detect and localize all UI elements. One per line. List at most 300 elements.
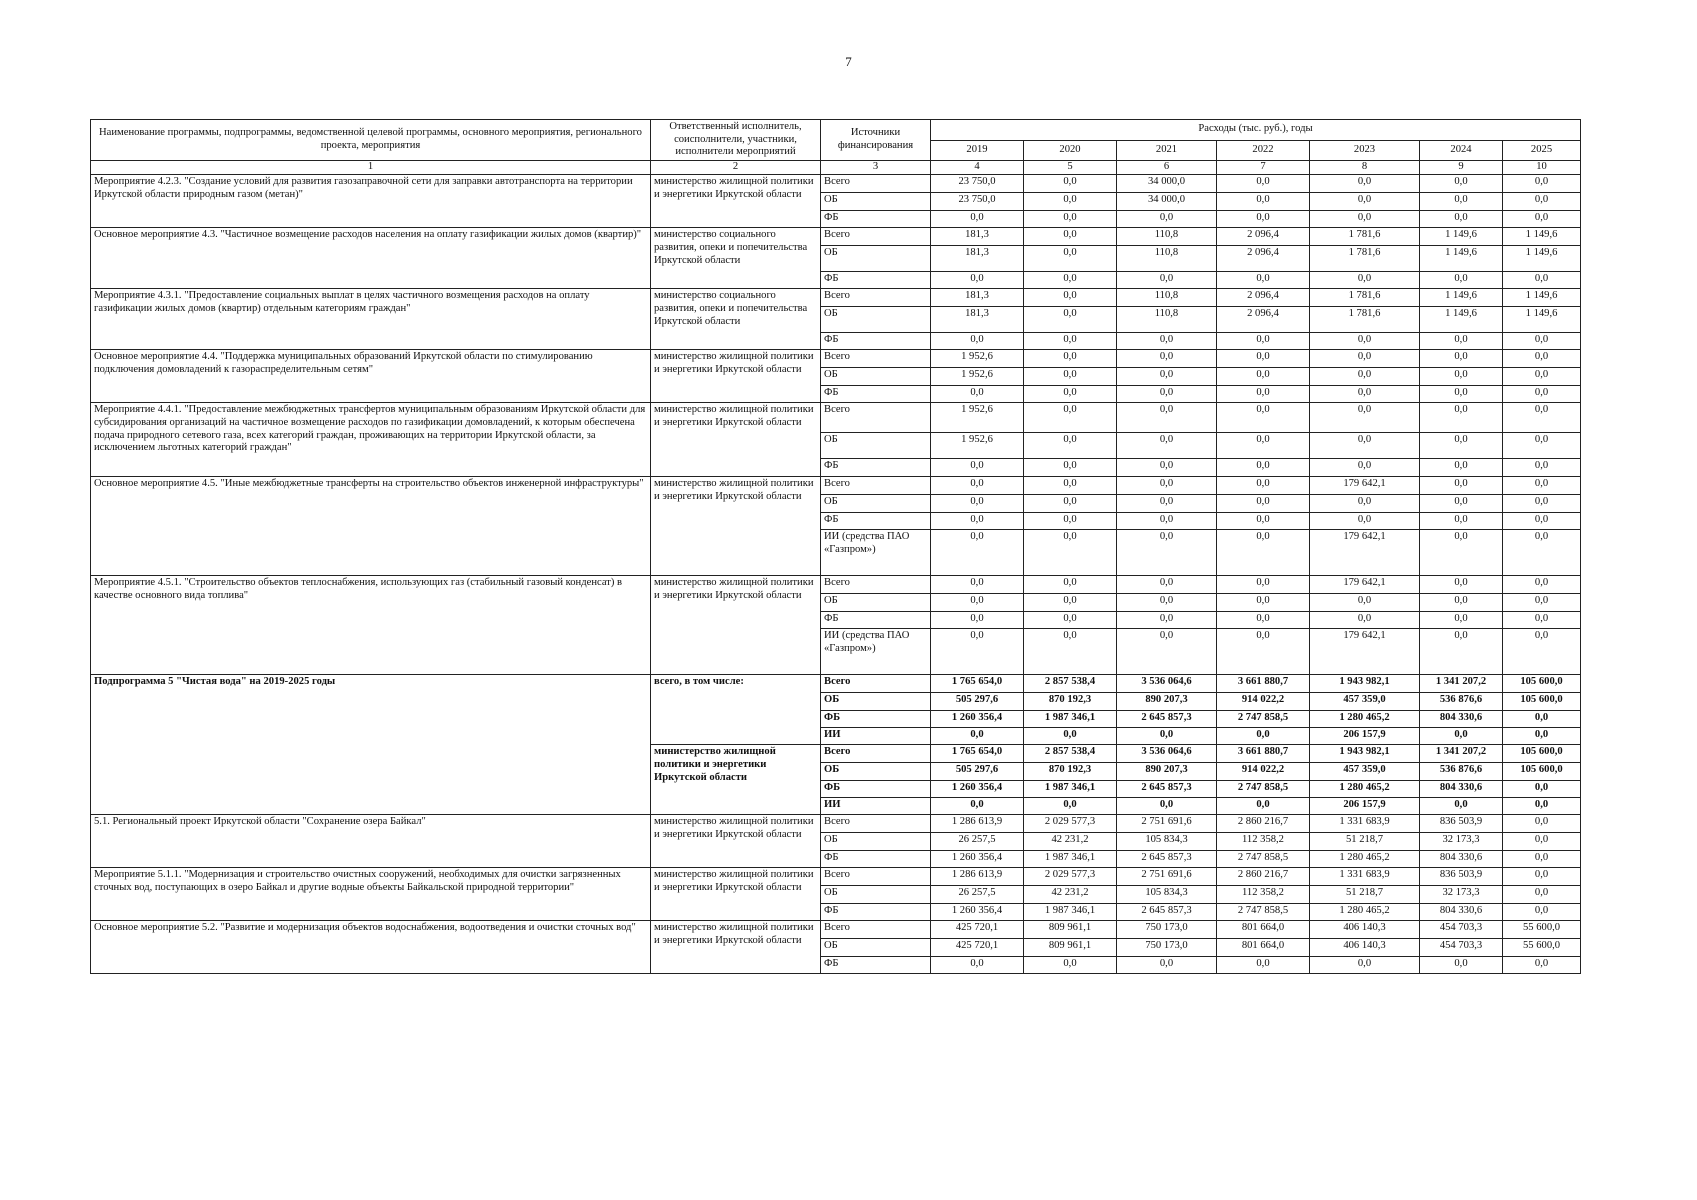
header-year: 2019	[931, 140, 1024, 161]
column-number: 3	[821, 161, 931, 175]
expense-value: 505 297,6	[931, 693, 1024, 711]
expense-value: 0,0	[1310, 386, 1420, 403]
expense-value: 1 286 613,9	[931, 815, 1024, 833]
header-row-column-numbers	[91, 161, 1581, 175]
table-row	[91, 675, 1581, 693]
table-row	[91, 350, 1581, 368]
expense-value: 0,0	[1024, 576, 1117, 594]
expense-value: 0,0	[1420, 594, 1503, 612]
expense-value: 0,0	[1420, 433, 1503, 459]
funding-source: ФБ	[821, 851, 931, 868]
expense-value: 0,0	[1310, 350, 1420, 368]
expense-value: 0,0	[1024, 368, 1117, 386]
expense-value: 26 257,5	[931, 886, 1024, 904]
expense-value: 0,0	[1503, 211, 1581, 228]
expense-value: 2 096,4	[1217, 289, 1310, 307]
expense-value: 1 987 346,1	[1024, 851, 1117, 868]
expense-value: 3 536 064,6	[1117, 745, 1217, 763]
expense-value: 3 661 880,7	[1217, 745, 1310, 763]
expense-value: 454 703,3	[1420, 939, 1503, 957]
expense-value: 505 297,6	[931, 763, 1024, 781]
expense-value: 836 503,9	[1420, 815, 1503, 833]
funding-source: Всего	[821, 868, 931, 886]
expense-value: 2 029 577,3	[1024, 868, 1117, 886]
expense-value: 0,0	[1217, 403, 1310, 433]
funding-source: ОБ	[821, 886, 931, 904]
expense-value: 750 173,0	[1117, 921, 1217, 939]
funding-source: ОБ	[821, 833, 931, 851]
expense-value: 0,0	[1217, 175, 1310, 193]
funding-source: ФБ	[821, 333, 931, 350]
expense-value: 0,0	[1117, 513, 1217, 530]
funding-source: ИИ	[821, 798, 931, 815]
expense-value: 0,0	[1420, 798, 1503, 815]
expense-value: 0,0	[1217, 798, 1310, 815]
expense-value: 425 720,1	[931, 921, 1024, 939]
measure-name: Мероприятие 5.1.1. "Модернизация и строительство очистных сооружений, необходимых для очистки загрязненных сточных вод, поступающих в озеро Байкал и другие водные объекты Байкальской природной территории"	[91, 868, 651, 921]
table-row	[91, 576, 1581, 594]
expense-value: 0,0	[1503, 886, 1581, 904]
header-year: 2023	[1310, 140, 1420, 161]
measure-name: Основное мероприятие 4.5. "Иные межбюджетные трансферты на строительство объектов инженерной инфраструктуры"	[91, 477, 651, 576]
expense-value: 2 747 858,5	[1217, 781, 1310, 798]
funding-source: ОБ	[821, 246, 931, 272]
expense-value: 0,0	[1024, 193, 1117, 211]
expense-value: 0,0	[1024, 228, 1117, 246]
expense-value: 0,0	[1024, 798, 1117, 815]
funding-source: ФБ	[821, 459, 931, 477]
column-number: 4	[931, 161, 1024, 175]
expense-value: 0,0	[1420, 403, 1503, 433]
expense-value: 454 703,3	[1420, 921, 1503, 939]
expense-value: 0,0	[1024, 211, 1117, 228]
expense-value: 0,0	[931, 728, 1024, 745]
expense-value: 3 536 064,6	[1117, 675, 1217, 693]
expense-value: 1 952,6	[931, 433, 1024, 459]
funding-source: Всего	[821, 921, 931, 939]
expense-value: 804 330,6	[1420, 781, 1503, 798]
expense-value: 0,0	[1310, 193, 1420, 211]
expense-value: 0,0	[1503, 495, 1581, 513]
expense-value: 0,0	[1420, 513, 1503, 530]
expense-value: 0,0	[1503, 175, 1581, 193]
expense-value: 2 096,4	[1217, 228, 1310, 246]
expense-value: 1 260 356,4	[931, 851, 1024, 868]
expense-value: 457 359,0	[1310, 693, 1420, 711]
expense-value: 2 645 857,3	[1117, 851, 1217, 868]
expense-value: 2 860 216,7	[1217, 815, 1310, 833]
expense-value: 0,0	[931, 495, 1024, 513]
expense-value: 0,0	[1503, 594, 1581, 612]
table-row	[91, 289, 1581, 307]
executor-cell: министерство жилищной политики и энергетики Иркутской области	[651, 477, 821, 576]
funding-source: ОБ	[821, 368, 931, 386]
expense-value: 0,0	[1503, 368, 1581, 386]
expense-value: 1 260 356,4	[931, 711, 1024, 728]
expense-value: 55 600,0	[1503, 921, 1581, 939]
expense-value: 0,0	[1217, 629, 1310, 675]
funding-source: ФБ	[821, 211, 931, 228]
expense-value: 0,0	[1420, 477, 1503, 495]
measure-name: Мероприятие 4.5.1. "Строительство объектов теплоснабжения, использующих газ (стабильный газовый конденсат) в качестве основного вида топлива"	[91, 576, 651, 675]
executor-cell: министерство жилищной политики и энергетики Иркутской области	[651, 921, 821, 974]
expense-value: 0,0	[1217, 211, 1310, 228]
expense-value: 0,0	[1503, 957, 1581, 974]
expense-value: 1 286 613,9	[931, 868, 1024, 886]
funding-source: ОБ	[821, 594, 931, 612]
page-number: 7	[845, 54, 852, 69]
expense-value: 26 257,5	[931, 833, 1024, 851]
expense-value: 1 280 465,2	[1310, 711, 1420, 728]
expense-value: 0,0	[1117, 728, 1217, 745]
expense-value: 914 022,2	[1217, 693, 1310, 711]
expense-value: 1 765 654,0	[931, 675, 1024, 693]
expense-value: 179 642,1	[1310, 530, 1420, 576]
expense-value: 181,3	[931, 246, 1024, 272]
expense-value: 0,0	[1503, 576, 1581, 594]
expense-value: 0,0	[1117, 477, 1217, 495]
expense-value: 0,0	[1117, 211, 1217, 228]
expense-value: 42 231,2	[1024, 886, 1117, 904]
expense-value: 870 192,3	[1024, 693, 1117, 711]
executor-cell: министерство жилищной политики и энергетики Иркутской области	[651, 350, 821, 403]
executor-cell: министерство социального развития, опеки и попечительства Иркутской области	[651, 289, 821, 350]
funding-source: ФБ	[821, 612, 931, 629]
expense-value: 181,3	[931, 307, 1024, 333]
expense-value: 0,0	[931, 629, 1024, 675]
expense-value: 0,0	[931, 612, 1024, 629]
expense-value: 1 987 346,1	[1024, 904, 1117, 921]
expense-value: 0,0	[1024, 594, 1117, 612]
expense-value: 914 022,2	[1217, 763, 1310, 781]
expense-value: 0,0	[1310, 513, 1420, 530]
header-year: 2024	[1420, 140, 1503, 161]
expense-value: 0,0	[1503, 403, 1581, 433]
expense-value: 32 173,3	[1420, 886, 1503, 904]
funding-source: ОБ	[821, 307, 931, 333]
expense-value: 0,0	[1117, 350, 1217, 368]
expense-value: 1 149,6	[1420, 289, 1503, 307]
expense-value: 105 600,0	[1503, 763, 1581, 781]
expense-value: 1 341 207,2	[1420, 675, 1503, 693]
expense-value: 0,0	[1503, 781, 1581, 798]
expense-value: 425 720,1	[931, 939, 1024, 957]
expense-value: 0,0	[1420, 576, 1503, 594]
funding-source: ОБ	[821, 693, 931, 711]
expense-value: 1 280 465,2	[1310, 781, 1420, 798]
funding-source: Всего	[821, 815, 931, 833]
expense-value: 1 781,6	[1310, 246, 1420, 272]
expense-value: 0,0	[1503, 386, 1581, 403]
expense-value: 0,0	[1024, 386, 1117, 403]
expense-value: 1 341 207,2	[1420, 745, 1503, 763]
expense-value: 1 781,6	[1310, 289, 1420, 307]
expense-value: 0,0	[1420, 459, 1503, 477]
expense-value: 110,8	[1117, 228, 1217, 246]
funding-source: ФБ	[821, 711, 931, 728]
expense-value: 0,0	[1420, 368, 1503, 386]
expense-value: 870 192,3	[1024, 763, 1117, 781]
expense-value: 0,0	[931, 798, 1024, 815]
expense-value: 406 140,3	[1310, 921, 1420, 939]
executor-cell: министерство социального развития, опеки и попечительства Иркутской области	[651, 228, 821, 289]
expense-value: 0,0	[931, 477, 1024, 495]
header-year: 2022	[1217, 140, 1310, 161]
expense-value: 2 645 857,3	[1117, 904, 1217, 921]
measure-name: Мероприятие 4.3.1. "Предоставление социальных выплат в целях частичного возмещения расходов на оплату газификации жилых домов (квартир) отдельным категориям граждан"	[91, 289, 651, 350]
expense-value: 406 140,3	[1310, 939, 1420, 957]
table-row	[91, 815, 1581, 833]
expense-value: 0,0	[1024, 350, 1117, 368]
funding-source: ФБ	[821, 386, 931, 403]
funding-source: Всего	[821, 228, 931, 246]
expense-value: 0,0	[1217, 386, 1310, 403]
expense-value: 2 751 691,6	[1117, 868, 1217, 886]
expense-value: 1 260 356,4	[931, 781, 1024, 798]
measure-name: Основное мероприятие 5.2. "Развитие и модернизация объектов водоснабжения, водоотведения и очистки сточных вод"	[91, 921, 651, 974]
expense-value: 0,0	[1503, 350, 1581, 368]
expense-value: 0,0	[1024, 477, 1117, 495]
column-number: 5	[1024, 161, 1117, 175]
expense-value: 105 834,3	[1117, 886, 1217, 904]
expense-value: 2 747 858,5	[1217, 851, 1310, 868]
expense-value: 0,0	[1117, 272, 1217, 289]
expense-value: 0,0	[1024, 175, 1117, 193]
expense-value: 32 173,3	[1420, 833, 1503, 851]
expense-value: 34 000,0	[1117, 175, 1217, 193]
column-number: 2	[651, 161, 821, 175]
expense-value: 0,0	[1503, 272, 1581, 289]
expense-value: 179 642,1	[1310, 477, 1420, 495]
expense-value: 836 503,9	[1420, 868, 1503, 886]
header-col-source: Источники финансирования	[821, 120, 931, 161]
funding-source: Всего	[821, 289, 931, 307]
expense-value: 1 943 982,1	[1310, 745, 1420, 763]
expense-value: 0,0	[1310, 368, 1420, 386]
expense-value: 105 600,0	[1503, 693, 1581, 711]
funding-source: Всего	[821, 477, 931, 495]
expense-value: 0,0	[1503, 798, 1581, 815]
expense-value: 2 096,4	[1217, 307, 1310, 333]
measure-name: Подпрограмма 5 "Чистая вода" на 2019-2025 годы	[91, 675, 651, 815]
expense-value: 0,0	[1217, 433, 1310, 459]
expense-value: 0,0	[1420, 612, 1503, 629]
expense-value: 0,0	[1024, 612, 1117, 629]
expense-value: 1 149,6	[1503, 307, 1581, 333]
executor-cell: министерство жилищной политики и энергетики Иркутской области	[651, 868, 821, 921]
expense-value: 0,0	[1310, 333, 1420, 350]
expense-value: 0,0	[931, 530, 1024, 576]
expense-value: 179 642,1	[1310, 576, 1420, 594]
funding-source: ФБ	[821, 957, 931, 974]
expense-value: 51 218,7	[1310, 886, 1420, 904]
expense-value: 1 331 683,9	[1310, 868, 1420, 886]
expense-value: 0,0	[1117, 368, 1217, 386]
expense-value: 1 149,6	[1420, 246, 1503, 272]
expense-value: 0,0	[931, 386, 1024, 403]
expense-value: 1 149,6	[1420, 307, 1503, 333]
expense-value: 0,0	[931, 272, 1024, 289]
expense-value: 34 000,0	[1117, 193, 1217, 211]
column-number: 1	[91, 161, 651, 175]
expense-value: 0,0	[1217, 272, 1310, 289]
expense-value: 0,0	[931, 957, 1024, 974]
expense-value: 0,0	[1503, 815, 1581, 833]
funding-source: ФБ	[821, 781, 931, 798]
expense-value: 0,0	[1024, 403, 1117, 433]
expense-value: 750 173,0	[1117, 939, 1217, 957]
expense-value: 804 330,6	[1420, 904, 1503, 921]
expense-value: 0,0	[1217, 576, 1310, 594]
expense-value: 0,0	[1217, 350, 1310, 368]
measure-name: 5.1. Региональный проект Иркутской области "Сохранение озера Байкал"	[91, 815, 651, 868]
expense-value: 0,0	[1503, 193, 1581, 211]
funding-source: ИИ (средства ПАО «Газпром»)	[821, 629, 931, 675]
expense-value: 105 600,0	[1503, 675, 1581, 693]
expense-value: 0,0	[1117, 798, 1217, 815]
expense-value: 1 149,6	[1503, 228, 1581, 246]
funding-source: Всего	[821, 403, 931, 433]
measure-name: Основное мероприятие 4.3. "Частичное возмещение расходов населения на оплату газификации жилых домов (квартир)"	[91, 228, 651, 289]
expense-value: 0,0	[1117, 530, 1217, 576]
expense-value: 1 781,6	[1310, 228, 1420, 246]
expense-value: 0,0	[1117, 386, 1217, 403]
expense-value: 0,0	[1217, 957, 1310, 974]
expense-value: 0,0	[1024, 513, 1117, 530]
header-row-1	[91, 120, 1581, 141]
expense-value: 0,0	[1024, 629, 1117, 675]
header-col-expenses: Расходы (тыс. руб.), годы	[931, 120, 1581, 141]
expense-value: 1 280 465,2	[1310, 904, 1420, 921]
expense-value: 1 149,6	[1503, 289, 1581, 307]
expense-value: 0,0	[1503, 728, 1581, 745]
expense-value: 0,0	[1024, 530, 1117, 576]
expense-value: 0,0	[1024, 246, 1117, 272]
expense-value: 1 149,6	[1503, 246, 1581, 272]
expense-value: 110,8	[1117, 289, 1217, 307]
expense-value: 0,0	[1310, 957, 1420, 974]
expense-value: 0,0	[1117, 433, 1217, 459]
expense-value: 0,0	[1024, 307, 1117, 333]
expense-value: 0,0	[1420, 272, 1503, 289]
expense-value: 1 943 982,1	[1310, 675, 1420, 693]
expense-value: 0,0	[1503, 513, 1581, 530]
expense-value: 0,0	[1024, 433, 1117, 459]
funding-source: Всего	[821, 675, 931, 693]
expense-value: 2 747 858,5	[1217, 904, 1310, 921]
expense-value: 1 280 465,2	[1310, 851, 1420, 868]
expense-value: 0,0	[1420, 530, 1503, 576]
funding-source: ОБ	[821, 495, 931, 513]
expense-value: 0,0	[1310, 403, 1420, 433]
column-number: 10	[1503, 161, 1581, 175]
expense-value: 0,0	[931, 513, 1024, 530]
measure-name: Мероприятие 4.2.3. "Создание условий для развития газозаправочной сети для заправки автотранспорта на территории Иркутской области природным газом (метан)"	[91, 175, 651, 228]
expense-value: 0,0	[1420, 350, 1503, 368]
expense-value: 2 857 538,4	[1024, 745, 1117, 763]
expense-value: 0,0	[1310, 433, 1420, 459]
expense-value: 0,0	[1310, 612, 1420, 629]
expense-value: 0,0	[1024, 272, 1117, 289]
expense-value: 0,0	[1217, 530, 1310, 576]
expense-value: 0,0	[1117, 403, 1217, 433]
expense-value: 0,0	[1503, 868, 1581, 886]
expense-value: 2 747 858,5	[1217, 711, 1310, 728]
header-col-executor: Ответственный исполнитель, соисполнители, участники, исполнители мероприятий	[651, 120, 821, 161]
expense-value: 0,0	[1117, 333, 1217, 350]
expense-value: 1 781,6	[1310, 307, 1420, 333]
expense-value: 457 359,0	[1310, 763, 1420, 781]
expense-value: 0,0	[1503, 612, 1581, 629]
expense-value: 0,0	[1420, 629, 1503, 675]
expense-value: 181,3	[931, 228, 1024, 246]
expense-value: 0,0	[1217, 728, 1310, 745]
expense-value: 0,0	[1024, 957, 1117, 974]
expense-value: 2 096,4	[1217, 246, 1310, 272]
funding-source: Всего	[821, 745, 931, 763]
budget-table	[90, 119, 1581, 974]
expense-value: 1 952,6	[931, 403, 1024, 433]
expense-value: 2 029 577,3	[1024, 815, 1117, 833]
expense-value: 890 207,3	[1117, 693, 1217, 711]
executor-cell: министерство жилищной политики и энергетики Иркутской области	[651, 745, 821, 815]
expense-value: 112 358,2	[1217, 833, 1310, 851]
expense-value: 1 149,6	[1420, 228, 1503, 246]
expense-value: 1 765 654,0	[931, 745, 1024, 763]
expense-value: 0,0	[1217, 513, 1310, 530]
expense-value: 2 857 538,4	[1024, 675, 1117, 693]
expense-value: 0,0	[1310, 211, 1420, 228]
expense-value: 0,0	[1217, 477, 1310, 495]
header-year: 2020	[1024, 140, 1117, 161]
expense-value: 0,0	[1217, 594, 1310, 612]
expense-value: 0,0	[1310, 272, 1420, 289]
expense-value: 0,0	[1503, 711, 1581, 728]
funding-source: ОБ	[821, 763, 931, 781]
expense-value: 0,0	[1117, 495, 1217, 513]
expense-value: 0,0	[1420, 495, 1503, 513]
expense-value: 2 645 857,3	[1117, 781, 1217, 798]
expense-value: 0,0	[931, 576, 1024, 594]
header-year: 2025	[1503, 140, 1581, 161]
expense-value: 0,0	[1420, 333, 1503, 350]
expense-value: 0,0	[1217, 495, 1310, 513]
expense-value: 1 260 356,4	[931, 904, 1024, 921]
expense-value: 206 157,9	[1310, 798, 1420, 815]
expense-value: 206 157,9	[1310, 728, 1420, 745]
expense-value: 809 961,1	[1024, 921, 1117, 939]
expense-value: 51 218,7	[1310, 833, 1420, 851]
expense-value: 0,0	[1117, 957, 1217, 974]
column-number: 7	[1217, 161, 1310, 175]
expense-value: 0,0	[1024, 289, 1117, 307]
table-row	[91, 921, 1581, 939]
expense-value: 0,0	[1217, 368, 1310, 386]
funding-source: Всего	[821, 576, 931, 594]
expense-value: 110,8	[1117, 246, 1217, 272]
table-row	[91, 868, 1581, 886]
table-row	[91, 175, 1581, 193]
expense-value: 801 664,0	[1217, 939, 1310, 957]
expense-value: 55 600,0	[1503, 939, 1581, 957]
funding-source: ИИ	[821, 728, 931, 745]
expense-value: 0,0	[1420, 175, 1503, 193]
executor-cell: министерство жилищной политики и энергетики Иркутской области	[651, 175, 821, 228]
measure-name: Основное мероприятие 4.4. "Поддержка муниципальных образований Иркутской области по стимулированию подключения домовладений к газораспределительным сетям"	[91, 350, 651, 403]
expense-value: 0,0	[1310, 594, 1420, 612]
expense-value: 0,0	[931, 459, 1024, 477]
expense-value: 0,0	[931, 211, 1024, 228]
